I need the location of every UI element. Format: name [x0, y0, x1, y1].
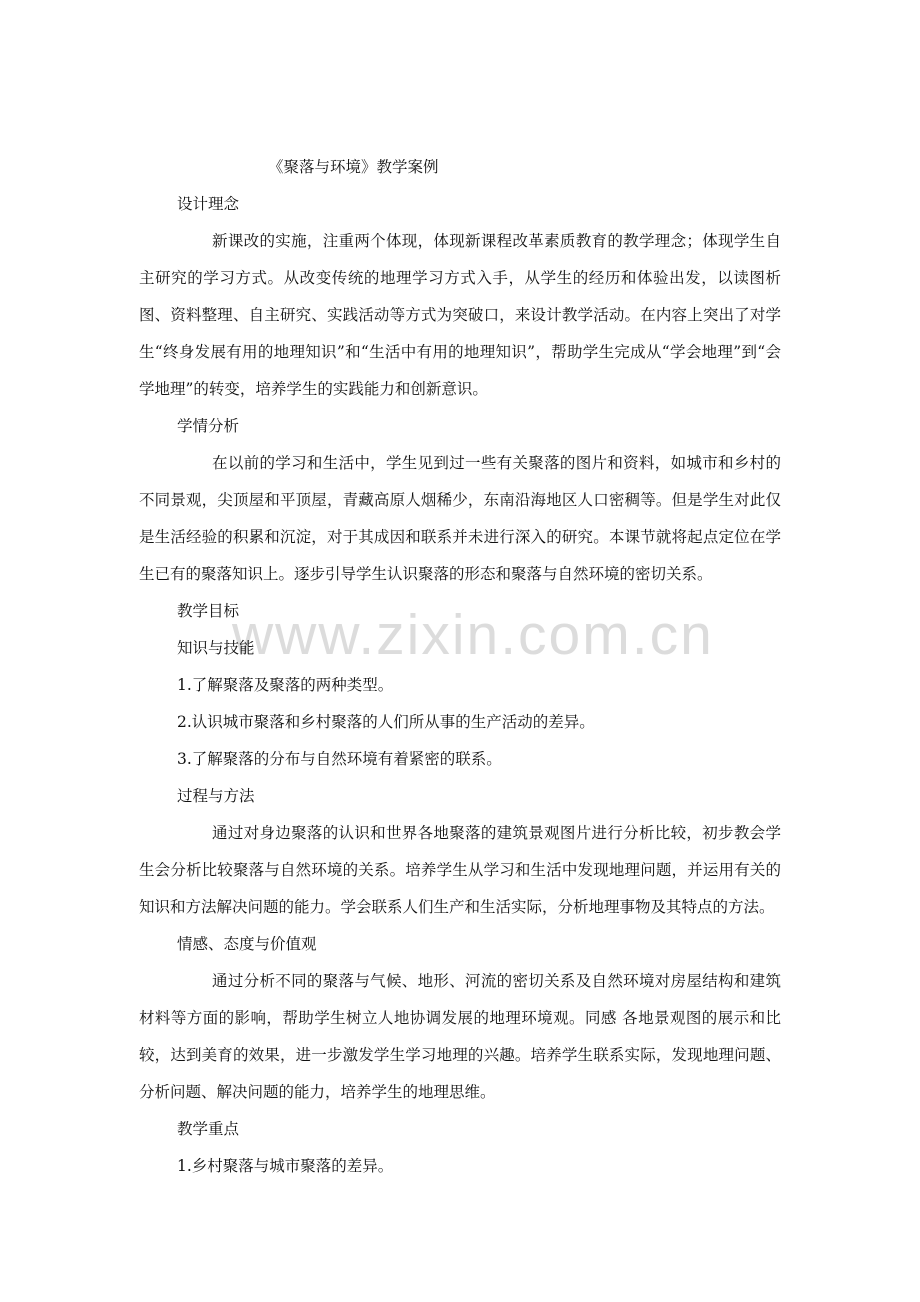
section-heading: 教学目标: [177, 602, 240, 620]
document-body: [139, 186, 781, 1185]
paragraph: 通过分析不同的聚落与气候、地形、河流的密切关系及自然环境对房屋结构和建筑材料等方面的影响，帮助学生树立人地协调发展的地理环境观。同感 各地景观图的展示和比较，达到美育的效果，进一步激发学生学习地理的兴趣。培养学生联系实际，发现地理问题、分析问题、解决问题的能力，培养学生的地理思维。: [139, 972, 781, 1101]
paragraph: 通过对身边聚落的认识和世界各地聚落的建筑景观图片进行分析比较，初步教会学生会分析比较聚落与自然环境的关系。培养学生从学习和生活中发现地理问题，并运用有关的知识和方法解决问题的能力。学会联系人们生产和生活实际，分析地理事物及其特点的方法。: [139, 824, 781, 916]
subsection-heading: 过程与方法: [177, 787, 255, 805]
list-item: 1.乡村聚落与城市聚落的差异。: [177, 1157, 394, 1175]
list-item: 1.了解聚落及聚落的两种类型。: [177, 676, 394, 694]
subsection-heading: 知识与技能: [177, 639, 255, 657]
list-item: 2.认识城市聚落和乡村聚落的人们所从事的生产活动的差异。: [177, 713, 595, 731]
section-heading: 设计理念: [177, 195, 240, 213]
paragraph: 新课改的实施，注重两个体现，体现新课程改革素质教育的教学理念；体现学生自主研究的学习方式。从改变传统的地理学习方式入手，从学生的经历和体验出发，以读图析图、资料整理、自主研究、实践活动等方式为突破口，来设计教学活动。在内容上突出了对学生“终身发展有用的地理知识”和“生活中有用的地理知识”，帮助学生完成从“学会地理”到“会学地理”的转变，培养学生的实践能力和创新意识。: [139, 232, 781, 398]
paragraph: 在以前的学习和生活中，学生见到过一些有关聚落的图片和资料，如城市和乡村的不同景观，尖顶屋和平顶屋，青藏高原人烟稀少，东南沿海地区人口密稠等。但是学生对此仅是生活经验的积累和沉淀，对于其成因和联系并未进行深入的研究。本课节就将起点定位在学生已有的聚落知识上。逐步引导学生认识聚落的形态和聚落与自然环境的密切关系。: [139, 454, 781, 583]
list-item: 3.了解聚落的分布与自然环境有着紧密的联系。: [177, 750, 502, 768]
document-title: 《聚落与环境》教学案例: [268, 158, 439, 176]
watermark: www.zixin.com.cn: [232, 603, 714, 667]
section-heading: 教学重点: [177, 1120, 240, 1138]
section-heading: 学情分析: [177, 417, 240, 435]
subsection-heading: 情感、态度与价值观: [177, 935, 317, 953]
